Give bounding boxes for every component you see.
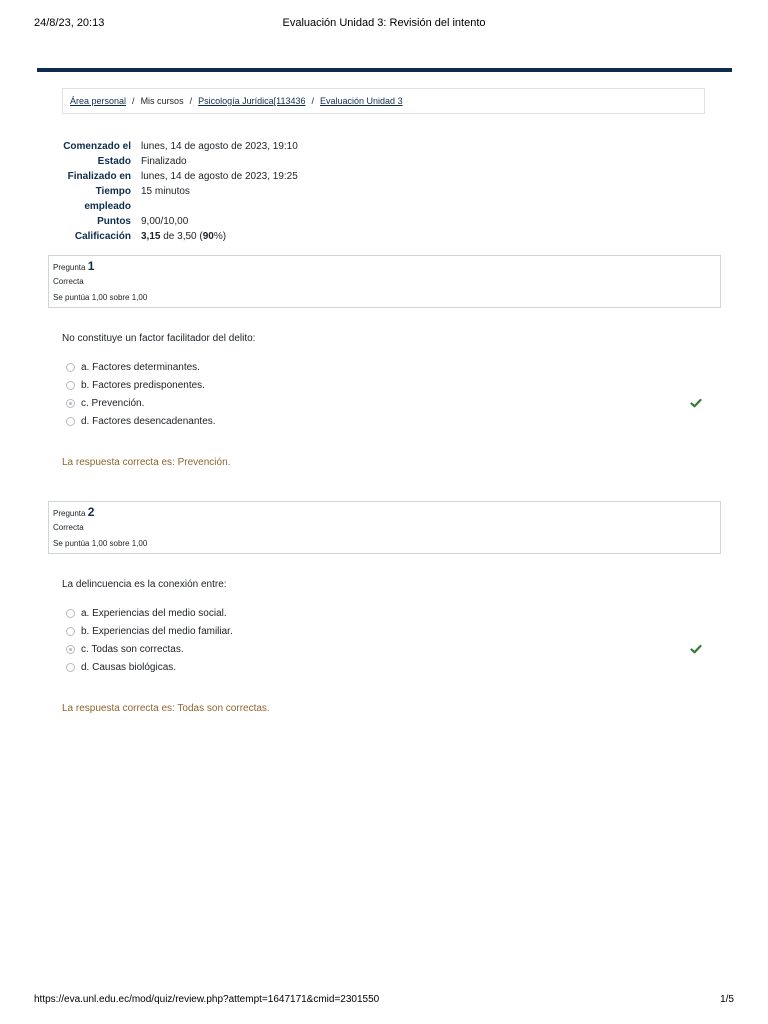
radio-button[interactable] (66, 627, 75, 636)
question-text: No constituye un factor facilitador del delito: (62, 333, 256, 344)
radio-button-selected[interactable] (66, 645, 75, 654)
question-number-value: 1 (87, 259, 95, 273)
answer-label: a. Experiencias del medio social. (81, 607, 227, 619)
summary-label: Comenzado el (63, 141, 131, 152)
answer-list (66, 358, 706, 430)
question-info (48, 255, 721, 308)
answer-label: a. Factores determinantes. (81, 361, 200, 373)
summary-label-line: empleado (84, 201, 131, 212)
summary-row-completed (62, 169, 401, 184)
breadcrumb-separator: / (189, 96, 193, 106)
print-footer (34, 994, 734, 1008)
summary-label (62, 184, 141, 214)
answer-option[interactable] (66, 376, 706, 394)
summary-row-grade (62, 229, 401, 244)
summary-value: lunes, 14 de agosto de 2023, 19:25 (141, 171, 298, 182)
answer-option[interactable] (66, 622, 706, 640)
attempt-summary (62, 139, 401, 244)
answer-option[interactable] (66, 658, 706, 676)
summary-row-time (62, 184, 401, 214)
summary-label: Finalizado en (67, 171, 131, 182)
answer-option[interactable] (66, 604, 706, 622)
question-number-value: 2 (87, 505, 95, 519)
print-header (34, 17, 734, 31)
answer-label: b. Factores predisponentes. (81, 379, 205, 391)
summary-label: Puntos (97, 216, 131, 227)
question-info (48, 501, 721, 554)
answer-label: d. Causas biológicas. (81, 661, 177, 673)
breadcrumb-home-link[interactable]: Área personal (70, 96, 127, 106)
document-title: Evaluación Unidad 3: Revisión del intento (282, 17, 486, 29)
top-bar (37, 68, 732, 72)
summary-value: lunes, 14 de agosto de 2023, 19:10 (141, 141, 298, 152)
question-number (53, 260, 716, 274)
breadcrumb (62, 88, 705, 114)
radio-button[interactable] (66, 381, 75, 390)
answer-option[interactable] (66, 412, 706, 430)
correct-check-icon (690, 643, 702, 655)
radio-button[interactable] (66, 417, 75, 426)
radio-button[interactable] (66, 663, 75, 672)
breadcrumb-separator: / (132, 96, 135, 106)
grade-tail: %) (213, 231, 227, 242)
question-number (53, 506, 716, 520)
correct-check-icon (690, 397, 702, 409)
answer-label: c. Prevención. (81, 397, 145, 409)
summary-row-state (62, 154, 401, 169)
page-url: https://eva.unl.edu.ec/mod/quiz/review.php?attempt=1647171&cmid=2301550 (34, 994, 380, 1005)
summary-label: Calificación (74, 231, 131, 242)
question-grade: Se puntúa 1,00 sobre 1,00 (53, 293, 148, 302)
radio-button-selected[interactable] (66, 399, 75, 408)
grade-percent: 90 (202, 231, 214, 242)
grade-of: de 3,50 ( (163, 231, 203, 242)
breadcrumb-course-link[interactable]: Psicología Jurídica[113436 (198, 96, 306, 106)
question-prefix: Pregunta (53, 263, 86, 272)
summary-value: 9,00/10,00 (141, 216, 189, 227)
answer-option[interactable] (66, 394, 706, 412)
print-date: 24/8/23, 20:13 (34, 17, 105, 29)
summary-value: Finalizado (141, 156, 187, 167)
question-state: Correcta (53, 277, 84, 286)
page-number: 1/5 (720, 994, 734, 1005)
question-state: Correcta (53, 523, 84, 532)
question-text: La delincuencia es la conexión entre: (62, 579, 227, 590)
answer-label: d. Factores desencadenantes. (81, 415, 216, 427)
summary-value: 15 minutos (141, 186, 190, 197)
breadcrumb-my-courses: Mis cursos (140, 96, 184, 106)
answer-option[interactable] (66, 358, 706, 376)
summary-label-line: Tiempo (95, 186, 131, 197)
summary-row-marks (62, 214, 401, 229)
answer-label: b. Experiencias del medio familiar. (81, 625, 233, 637)
breadcrumb-separator: / (311, 96, 315, 106)
correct-answer-feedback: La respuesta correcta es: Prevención. (62, 457, 231, 468)
answer-label: c. Todas son correctas. (81, 643, 184, 655)
answer-option[interactable] (66, 640, 706, 658)
answer-list (66, 604, 706, 676)
grade-score: 3,15 (141, 231, 161, 242)
question-grade: Se puntúa 1,00 sobre 1,00 (53, 539, 148, 548)
radio-button[interactable] (66, 363, 75, 372)
summary-row-started (62, 139, 401, 154)
breadcrumb-quiz-link[interactable]: Evaluación Unidad 3 (320, 96, 403, 106)
summary-value (141, 229, 401, 244)
correct-answer-feedback: La respuesta correcta es: Todas son correctas. (62, 703, 270, 714)
radio-button[interactable] (66, 609, 75, 618)
question-prefix: Pregunta (53, 509, 86, 518)
summary-label: Estado (97, 156, 131, 167)
